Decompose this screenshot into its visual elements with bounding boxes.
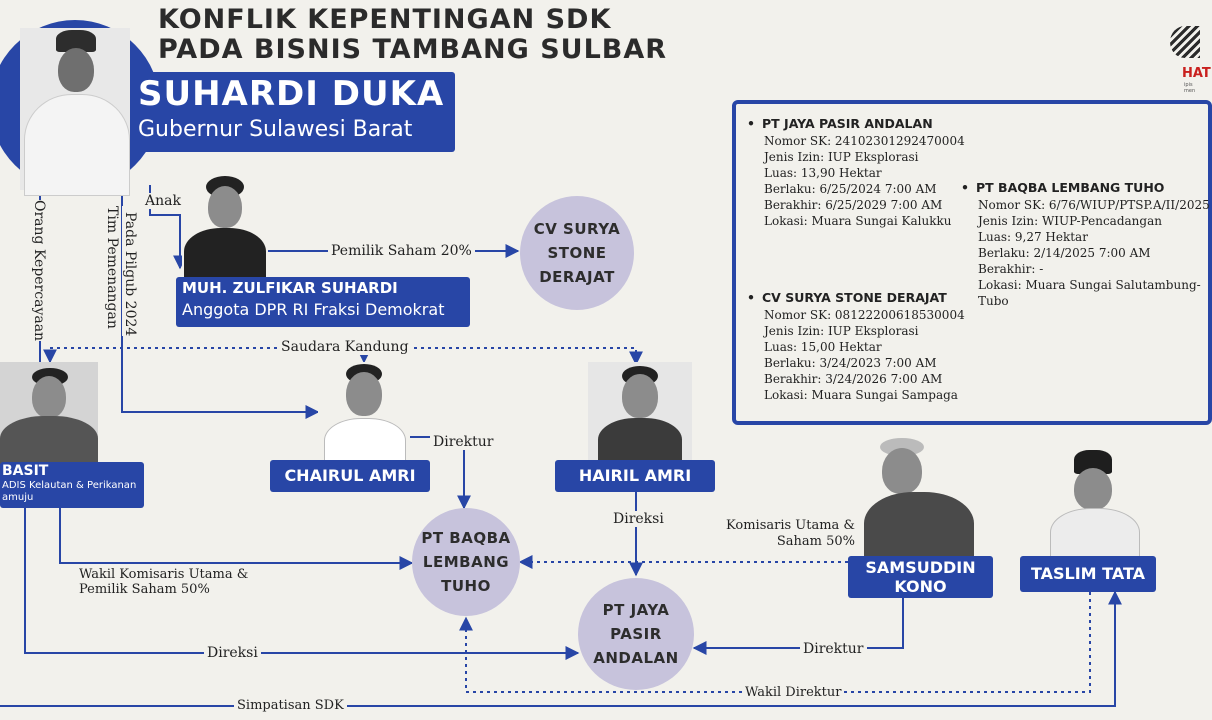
suhardi-name: SUHARDI DUKA <box>138 74 445 114</box>
company-cv-surya-stone-derajat <box>762 290 965 403</box>
label-komisaris-utama-1: Komisaris Utama & <box>726 518 855 533</box>
zulfikar-name: MUH. ZULFIKAR SUHARDI <box>182 279 398 297</box>
company-row: Lokasi: Muara Sungai Sampaga <box>764 388 958 402</box>
company-row: Berakhir: - <box>978 262 1044 276</box>
company-row: Lokasi: Muara Sungai Salutambung- <box>978 278 1201 292</box>
cv-surya-line-2: STONE <box>547 244 607 262</box>
label-orang-kepercayaan: Orang Kepercayaan <box>31 200 47 342</box>
label-direksi-hairil: Direksi <box>610 511 667 527</box>
taslim-name-box <box>1020 556 1156 592</box>
company-row: Luas: 9,27 Hektar <box>978 230 1088 244</box>
edge-direktur-samsuddin <box>694 598 903 648</box>
label-tim-pemenangan-1: Tim Pemenangan <box>104 202 120 329</box>
pt-baqba-line-3: TUHO <box>441 577 491 595</box>
chairul-photo <box>318 362 410 462</box>
pt-jaya-line-3: ANDALAN <box>593 649 679 667</box>
label-wakil-direktur: Wakil Direktur <box>742 685 844 700</box>
zulfikar-photo <box>182 172 268 277</box>
label-tim-pemenangan-2: Pada Pilgub 2024 <box>122 206 138 336</box>
label-komisaris-utama-2: Saham 50% <box>776 534 855 549</box>
label-direksi-basit: Direksi <box>204 645 261 661</box>
company-row: Nomor SK: 6/76/WIUP/PTSP.A/II/2025 <box>978 198 1210 212</box>
company-row: Berakhir: 6/25/2029 7:00 AM <box>764 198 943 212</box>
edge-simpatisan <box>0 592 1115 706</box>
samsuddin-name-1: SAMSUDDIN <box>865 558 976 577</box>
pt-baqba-line-2: LEMBANG <box>422 553 510 571</box>
samsuddin-photo <box>858 432 976 558</box>
company-row: Berakhir: 3/24/2026 7:00 AM <box>764 372 943 386</box>
pt-baqba-line-1: PT BAQBA <box>421 529 511 547</box>
samsuddin-name-box <box>848 556 993 598</box>
suhardi-role: Gubernur Sulawesi Barat <box>138 117 413 142</box>
company-row: Jenis Izin: WIUP-Pencadangan <box>978 214 1162 228</box>
company-row: Berlaku: 3/24/2023 7:00 AM <box>764 356 937 370</box>
label-direktur-chairul: Direktur <box>430 434 497 450</box>
company-row: Jenis Izin: IUP Eksplorasi <box>764 324 919 338</box>
pt-baqba-lembang-tuho-node <box>412 508 520 616</box>
label-pemilik-saham: Pemilik Saham 20% <box>328 243 475 259</box>
company-row: Luas: 15,00 Hektar <box>764 340 882 354</box>
suhardi-name-box <box>130 72 455 152</box>
company-name: • CV SURYA STONE DERAJAT <box>762 290 965 306</box>
logo-subtext: ipis men <box>1184 82 1196 94</box>
chairul-name: CHAIRUL AMRI <box>284 466 416 485</box>
label-wakil-komisaris-2: Pemilik Saham 50% <box>79 582 210 597</box>
logo-text: HAT <box>1182 66 1211 81</box>
pt-jaya-line-2: PASIR <box>610 625 662 643</box>
suhardi-photo <box>20 28 130 190</box>
chairul-name-box <box>270 460 430 492</box>
taslim-name: TASLIM TATA <box>1030 564 1146 583</box>
company-row: Tubo <box>978 294 1009 308</box>
samsuddin-name-2: KONO <box>894 577 947 596</box>
basit-name: BASIT <box>2 463 49 479</box>
title-line-1: KONFLIK KEPENTINGAN SDK <box>158 4 612 35</box>
cv-surya-stone-derajat-node <box>520 196 634 310</box>
hairil-photo <box>588 362 692 462</box>
basit-role-1: ADIS Kelautan & Perikanan <box>2 480 137 491</box>
company-row: Berlaku: 6/25/2024 7:00 AM <box>764 182 937 196</box>
basit-photo <box>0 362 98 462</box>
company-name: • PT BAQBA LEMBANG TUHO <box>976 180 1210 196</box>
company-row: Berlaku: 2/14/2025 7:00 AM <box>978 246 1151 260</box>
company-row: Lokasi: Muara Sungai Kalukku <box>764 214 952 228</box>
label-wakil-komisaris-1: Wakil Komisaris Utama & <box>79 567 249 582</box>
company-row: Nomor SK: 24102301292470004 <box>764 134 965 148</box>
hairil-name-box <box>555 460 715 492</box>
taslim-photo <box>1046 446 1142 556</box>
zulfikar-role: Anggota DPR RI Fraksi Demokrat <box>182 300 445 319</box>
hairil-name: HAIRIL AMRI <box>578 466 692 485</box>
label-simpatisan: Simpatisan SDK <box>234 698 347 713</box>
cv-surya-line-1: CV SURYA <box>533 220 621 238</box>
company-name: • PT JAYA PASIR ANDALAN <box>762 116 965 132</box>
company-pt-baqba-lembang-tuho <box>976 180 1210 309</box>
basit-role-2: amuju <box>2 492 34 503</box>
label-direktur-samsuddin: Direktur <box>800 641 867 657</box>
label-anak: Anak <box>142 193 184 209</box>
edge-wakil-direktur <box>466 592 1090 692</box>
label-saudara-kandung: Saudara Kandung <box>278 339 412 355</box>
pt-jaya-line-1: PT JAYA <box>602 601 670 619</box>
zulfikar-name-box <box>176 277 470 327</box>
cv-surya-line-3: DERAJAT <box>539 268 615 286</box>
company-row: Jenis Izin: IUP Eksplorasi <box>764 150 919 164</box>
pt-jaya-pasir-andalan-node <box>578 578 694 690</box>
company-row: Nomor SK: 08122200618530004 <box>764 308 965 322</box>
edge-wakil-komisaris <box>60 506 412 563</box>
basit-name-box <box>0 462 144 508</box>
title-line-2: PADA BISNIS TAMBANG SULBAR <box>158 34 668 65</box>
company-pt-jaya-pasir-andalan <box>762 116 965 229</box>
company-row: Luas: 13,90 Hektar <box>764 166 882 180</box>
